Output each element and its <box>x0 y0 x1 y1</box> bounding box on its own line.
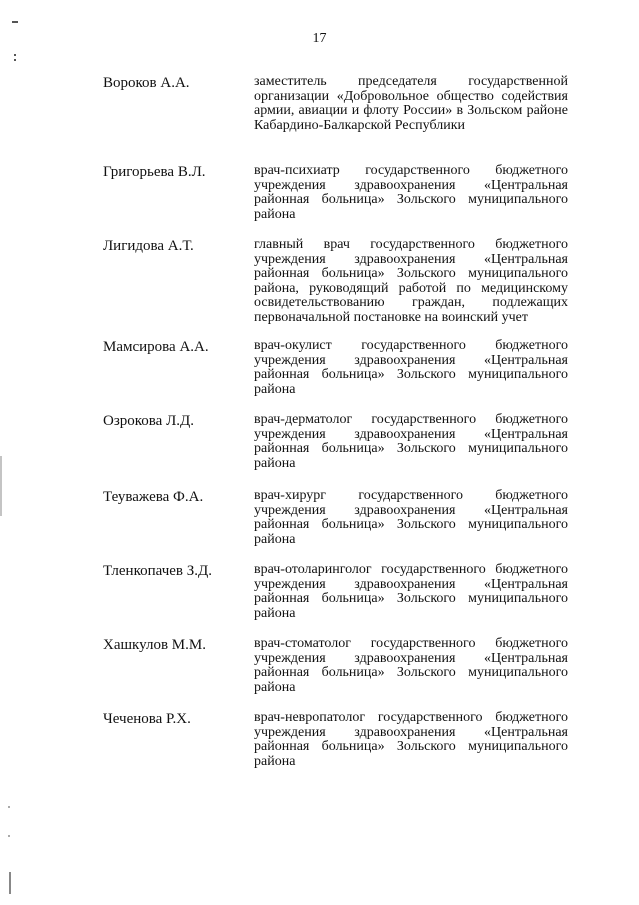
member-role: врач-хирург государственного бюджетного учреждения здравоохранения «Центральная районная больница» Зольского муниципального района <box>254 488 568 547</box>
member-name: Григорьева В.Л. <box>103 164 206 180</box>
scan-mark <box>14 59 16 61</box>
scan-mark <box>12 21 18 23</box>
scan-mark <box>9 872 11 894</box>
member-role: врач-окулист государственного бюджетного учреждения здравоохранения «Центральная районная больница» Зольского муниципального района <box>254 338 568 397</box>
member-name: Хашкулов М.М. <box>103 637 206 653</box>
member-role: заместитель председателя государственной организации «Добровольное общество содействия армии, авиации и флоту России» в Зольском районе Кабардино-Балкарской Республики <box>254 74 568 133</box>
member-role: врач-отоларинголог государственного бюджетного учреждения здравоохранения «Центральная районная больница» Зольского муниципального района <box>254 562 568 621</box>
page-number: 17 <box>312 31 327 46</box>
scan-mark <box>0 456 2 516</box>
scan-mark <box>8 835 10 837</box>
member-name: Теуважева Ф.А. <box>103 489 204 505</box>
member-role: врач-стоматолог государственного бюджетного учреждения здравоохранения «Центральная районная больница» Зольского муниципального района <box>254 636 568 695</box>
member-name: Чеченова Р.Х. <box>103 711 191 727</box>
member-name: Мамсирова А.А. <box>103 339 209 355</box>
member-role: врач-невропатолог государственного бюджетного учреждения здравоохранения «Центральная районная больница» Зольского муниципального района <box>254 710 568 769</box>
member-name: Вороков А.А. <box>103 75 190 91</box>
scan-mark <box>8 806 10 808</box>
member-name: Озрокова Л.Д. <box>103 413 194 429</box>
member-role: врач-дерматолог государственного бюджетного учреждения здравоохранения «Центральная районная больница» Зольского муниципального района <box>254 412 568 471</box>
member-role: врач-психиатр государственного бюджетного учреждения здравоохранения «Центральная районная больница» Зольского муниципального района <box>254 163 568 222</box>
scan-mark <box>14 54 16 56</box>
member-role: главный врач государственного бюджетного учреждения здравоохранения «Центральная районная больница» Зольского муниципального района, руководящий работой по медицинскому освидетельствованию граждан, подлежащих первоначальной постановке на воинский учет <box>254 237 568 325</box>
member-name: Лигидова А.Т. <box>103 238 194 254</box>
member-name: Тленкопачев З.Д. <box>103 563 212 579</box>
